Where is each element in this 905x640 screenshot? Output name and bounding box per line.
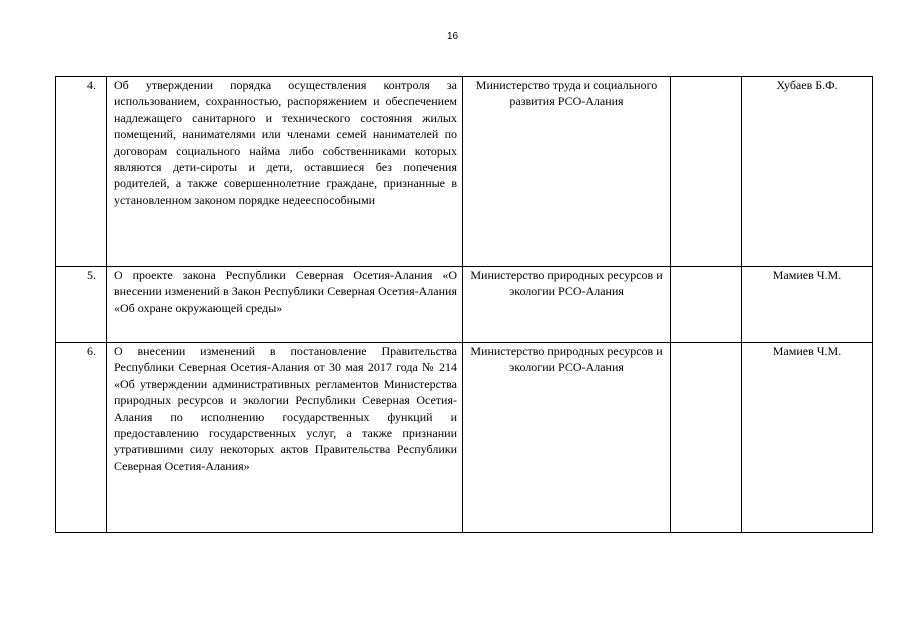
row-executor: Министерство природных ресурсов и экологии РСО-Алания bbox=[463, 343, 671, 533]
table-row bbox=[56, 267, 873, 343]
row-number: 4. bbox=[56, 77, 107, 267]
row-number: 6. bbox=[56, 343, 107, 533]
row-executor: Министерство труда и социального развития РСО-Алания bbox=[463, 77, 671, 267]
row-number: 5. bbox=[56, 267, 107, 343]
row-title: О внесении изменений в постановление Правительства Республики Северная Осетия-Алания от 30 мая 2017 года № 214 «Об утверждении административных регламентов Министерства природных ресурсов и экологии Республики Северная Осетия-Алания по исполнению государственных функций и предоставлению государственных услуг, а также признании утратившими силу некоторых актов Правительства Республики Северная Осетия-Алания» bbox=[107, 343, 463, 533]
table-row bbox=[56, 343, 873, 533]
plan-table bbox=[55, 76, 873, 533]
row-term bbox=[671, 343, 742, 533]
row-title: О проекте закона Республики Северная Осетия-Алания «О внесении изменений в Закон Республики Северная Осетия-Алания «Об охране окружающей среды» bbox=[107, 267, 463, 343]
row-responsible: Мамиев Ч.М. bbox=[742, 343, 873, 533]
row-responsible: Хубаев Б.Ф. bbox=[742, 77, 873, 267]
row-responsible: Мамиев Ч.М. bbox=[742, 267, 873, 343]
row-executor: Министерство природных ресурсов и экологии РСО-Алания bbox=[463, 267, 671, 343]
row-title: Об утверждении порядка осуществления контроля за использованием, сохранностью, распоряжением и обеспечением надлежащего санитарного и технического состояния жилых помещений, нанимателями или членами семей нанимателей по договорам социального найма либо собственниками которых являются дети-сироты и дети, оставшиеся без попечения родителей, а также совершеннолетние граждане, признанные в установленном законом порядке недееспособными bbox=[107, 77, 463, 267]
table-row bbox=[56, 77, 873, 267]
row-term bbox=[671, 77, 742, 267]
page-number: 16 bbox=[446, 31, 459, 42]
row-term bbox=[671, 267, 742, 343]
